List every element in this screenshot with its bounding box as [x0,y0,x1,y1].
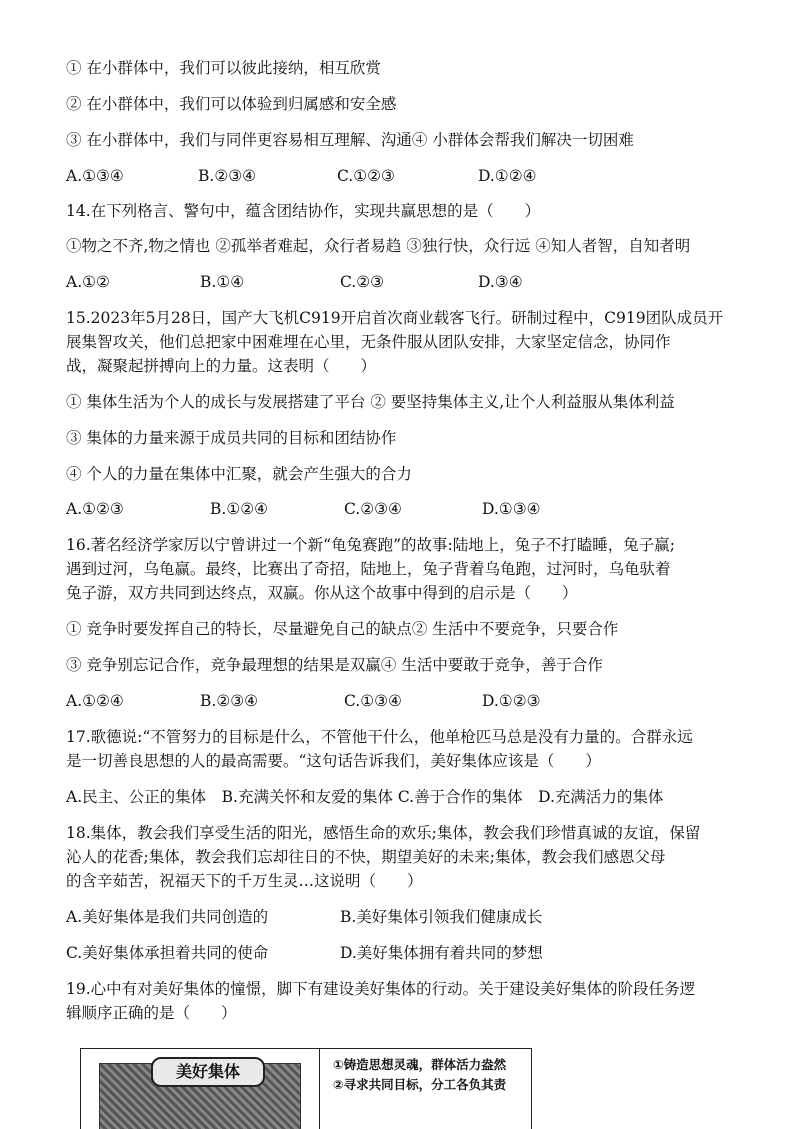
q14-option-a: A.①② [66,273,110,291]
q15-stem-line-3: 战，凝聚起拼搏向上的力量。这表明（ ） [66,357,377,375]
q16-option-a: A.①②④ [66,692,124,710]
q13-option-c: C.①②③ [337,167,395,185]
q18-stem-line-2: 沁人的花香;集体，教会我们忘却往日的不快，期望美好的未来;集体，教会我们感恩父母 [66,848,666,866]
q13-item-2: ② 在小群体中，我们可以体验到归属感和安全感 [66,95,397,113]
q16-option-b: B.②③④ [200,692,259,710]
q18-stem-line-1: 18.集体，教会我们享受生活的阳光，感悟生命的欢乐;集体，教会我们珍惜真诚的友谊，保留 [66,824,701,842]
q15-option-d: D.①③④ [482,500,541,518]
q15-stem-line-2: 展集智攻关，他们总把家中困难埋在心里，无条件服从团队安排，大家坚定信念，协同作 [66,333,671,351]
q17-options: A.民主、公正的集体 B.充满关怀和友爱的集体 C.善于合作的集体 D.充满活力的集体 [66,788,664,806]
q15-item-1: ① 集体生活为个人的成长与发展搭建了平台 ② 要坚持集体主义,让个人利益服从集体利益 [66,393,675,411]
q15-option-a: A.①②③ [66,500,124,518]
q16-item-2: ③ 竞争别忘记合作，竞争最理想的结果是双赢④ 生活中要敢于竞争，善于合作 [66,656,603,674]
q19-figure-badge: 美好集体 [151,1057,265,1087]
q13-item-3: ③ 在小群体中，我们与同伴更容易相互理解、沟通④ 小群体会帮我们解决一切困难 [66,131,634,149]
q19-stem-line-1: 19.心中有对美好集体的憧憬，脚下有建设美好集体的行动。关于建设美好集体的阶段任务逻 [66,980,696,998]
q16-stem-line-3: 兔子游，双方共同到达终点，双赢。你从这个故事中得到的启示是（ ） [66,584,578,602]
q16-option-d: D.①②③ [482,692,541,710]
q16-item-1: ① 竞争时要发挥自己的特长，尽量避免自己的缺点② 生活中不要竞争，只要合作 [66,620,619,638]
q15-item-3: ④ 个人的力量在集体中汇聚，就会产生强大的合力 [66,465,412,483]
q19-figure [80,1048,532,1129]
q14-items: ①物之不齐,物之情也 ②孤举者难起，众行者易趋 ③独行快，众行远 ④知人者智，自知者明 [66,237,691,255]
q13-option-a: A.①③④ [66,167,124,185]
q13-item-1: ① 在小群体中，我们可以彼此接纳，相互欣赏 [66,59,381,77]
q16-stem-line-2: 遇到过河，乌龟赢。最终，比赛出了奇招，陆地上，兔子背着乌龟跑，过河时，乌龟驮着 [66,560,671,578]
q13-option-d: D.①②④ [478,167,537,185]
q15-option-b: B.①②④ [210,500,269,518]
q16-stem-line-1: 16.著名经济学家厉以宁曾讲过一个新“龟兔赛跑”的故事:陆地上，兔子不打瞌睡，兔子赢; [66,536,675,554]
q19-figure-item-2: ②寻求共同目标，分工各负其责 [333,1077,507,1092]
q19-figure-item-1: ①铸造思想灵魂，群体活力盎然 [333,1057,507,1072]
q17-stem-line-1: 17.歌德说:“不管努力的目标是什么，不管他干什么，他单枪匹马总是没有力量的。合群永远 [66,728,693,746]
q14-stem: 14.在下列格言、警句中，蕴含团结协作，实现共赢思想的是（ ） [66,202,541,220]
q18-option-a: A.美好集体是我们共同创造的 [66,908,269,926]
q19-figure-illustration [81,1049,320,1129]
q19-figure-list [333,1055,506,1095]
q18-stem-line-3: 的含辛茹苦，祝福天下的千万生灵…这说明（ ） [66,872,423,890]
q15-option-c: C.②③④ [344,500,402,518]
q19-stem-line-2: 辑顺序正确的是（ ） [66,1004,237,1022]
q18-option-d: D.美好集体拥有着共同的梦想 [340,944,543,962]
q15-item-2: ③ 集体的力量来源于成员共同的目标和团结协作 [66,429,397,447]
q14-option-c: C.②③ [340,273,385,291]
q18-option-c: C.美好集体承担着共同的使命 [66,944,269,962]
q14-option-d: D.③④ [478,273,523,291]
q13-option-b: B.②③④ [198,167,257,185]
q17-stem-line-2: 是一切善良思想的人的最高需要。“这句话告诉我们，美好集体应该是（ ） [66,752,601,770]
q15-stem-line-1: 15.2023年5月28日，国产大飞机C919开启首次商业载客飞行。研制过程中，C919团队成员开 [66,309,724,327]
q18-option-b: B.美好集体引领我们健康成长 [340,908,543,926]
q14-option-b: B.①④ [200,273,245,291]
q16-option-c: C.①③④ [344,692,402,710]
